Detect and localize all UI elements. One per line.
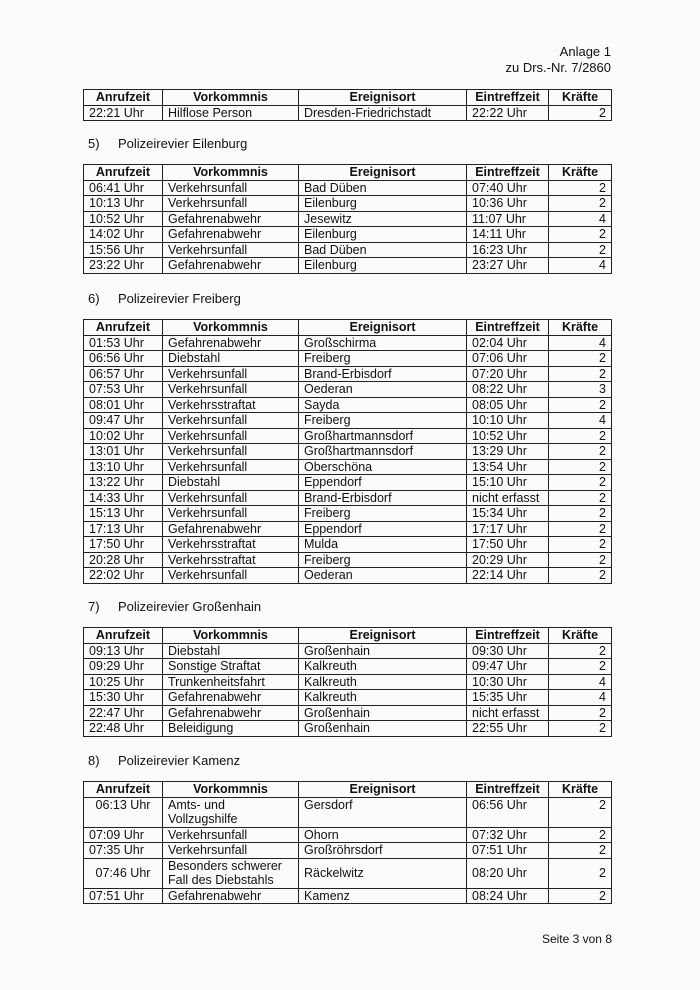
units-cell: 2	[549, 180, 612, 196]
column-header: Anrufzeit	[84, 628, 163, 644]
arrival-time-cell: 08:22 Uhr	[467, 382, 549, 398]
column-header: Eintreffzeit	[467, 320, 549, 336]
incident-table	[83, 89, 612, 121]
annex-label: Anlage 1	[559, 44, 611, 59]
incident-type-cell: Gefahrenabwehr	[163, 705, 299, 721]
arrival-time-cell: nicht erfasst	[467, 705, 549, 721]
document-header	[506, 44, 612, 76]
table-row	[84, 506, 612, 522]
call-time-cell: 10:52 Uhr	[84, 211, 163, 227]
arrival-time-cell: 13:29 Uhr	[467, 444, 549, 460]
location-cell: Eppendorf	[299, 475, 467, 491]
arrival-time-cell: 23:27 Uhr	[467, 258, 549, 274]
section-title: Polizeirevier Großenhain	[118, 599, 262, 614]
call-time-cell: 14:33 Uhr	[84, 490, 163, 506]
location-cell: Großhartmannsdorf	[299, 444, 467, 460]
units-cell: 2	[549, 705, 612, 721]
units-cell: 2	[549, 444, 612, 460]
arrival-time-cell: 13:54 Uhr	[467, 459, 549, 475]
units-cell: 3	[549, 382, 612, 398]
incident-type-cell: Verkehrsunfall	[163, 242, 299, 258]
location-cell: Freiberg	[299, 552, 467, 568]
call-time-cell: 10:02 Uhr	[84, 428, 163, 444]
section-heading	[88, 291, 241, 306]
units-cell: 2	[549, 227, 612, 243]
incident-type-cell: Verkehrsunfall	[163, 827, 299, 843]
table-row	[84, 797, 612, 827]
incident-table	[83, 781, 612, 904]
call-time-cell: 08:01 Uhr	[84, 397, 163, 413]
incident-type-cell: Verkehrsunfall	[163, 843, 299, 859]
call-time-cell: 15:30 Uhr	[84, 690, 163, 706]
units-cell: 2	[549, 659, 612, 675]
incident-type-cell: Gefahrenabwehr	[163, 521, 299, 537]
column-header: Vorkommnis	[163, 628, 299, 644]
units-cell: 2	[549, 797, 612, 827]
column-header: Anrufzeit	[84, 90, 163, 106]
section-title: Polizeirevier Freiberg	[118, 291, 241, 306]
incident-type-cell: Gefahrenabwehr	[163, 335, 299, 351]
arrival-time-cell: 14:11 Uhr	[467, 227, 549, 243]
location-cell: Bad Düben	[299, 180, 467, 196]
table-row	[84, 366, 612, 382]
table-header-row	[84, 90, 612, 106]
table-row	[84, 227, 612, 243]
section-number: 8)	[88, 753, 100, 768]
location-cell: Großenhain	[299, 721, 467, 737]
location-cell: Dresden-Friedrichstadt	[299, 105, 467, 121]
location-cell: Oberschöna	[299, 459, 467, 475]
location-cell: Brand-Erbisdorf	[299, 490, 467, 506]
units-cell: 4	[549, 413, 612, 429]
call-time-cell: 06:57 Uhr	[84, 366, 163, 382]
column-header: Kräfte	[549, 90, 612, 106]
call-time-cell: 13:10 Uhr	[84, 459, 163, 475]
location-cell: Eilenburg	[299, 196, 467, 212]
table-row	[84, 690, 612, 706]
column-header: Kräfte	[549, 165, 612, 181]
incident-table	[83, 627, 612, 737]
incident-type-cell: Beleidigung	[163, 721, 299, 737]
column-header: Anrufzeit	[84, 782, 163, 798]
table-row	[84, 351, 612, 367]
column-header: Ereignisort	[299, 628, 467, 644]
call-time-cell: 22:47 Uhr	[84, 705, 163, 721]
column-header: Eintreffzeit	[467, 628, 549, 644]
call-time-cell: 17:50 Uhr	[84, 537, 163, 553]
section-number: 5)	[88, 136, 100, 151]
section-heading	[88, 753, 240, 768]
location-cell: Oederan	[299, 382, 467, 398]
location-cell: Bad Düben	[299, 242, 467, 258]
arrival-time-cell: 09:47 Uhr	[467, 659, 549, 675]
arrival-time-cell: 07:40 Uhr	[467, 180, 549, 196]
call-time-cell: 06:13 Uhr	[84, 797, 163, 827]
call-time-cell: 06:56 Uhr	[84, 351, 163, 367]
location-cell: Großröhrsdorf	[299, 843, 467, 859]
incident-type-cell: Verkehrsunfall	[163, 568, 299, 584]
incident-type-cell: Gefahrenabwehr	[163, 227, 299, 243]
arrival-time-cell: nicht erfasst	[467, 490, 549, 506]
table-row	[84, 674, 612, 690]
page-number: Seite 3 von 8	[541, 932, 612, 946]
column-header: Eintreffzeit	[467, 90, 549, 106]
units-cell: 2	[549, 105, 612, 121]
arrival-time-cell: 10:10 Uhr	[467, 413, 549, 429]
arrival-time-cell: 15:10 Uhr	[467, 475, 549, 491]
units-cell: 2	[549, 242, 612, 258]
call-time-cell: 06:41 Uhr	[84, 180, 163, 196]
arrival-time-cell: 22:14 Uhr	[467, 568, 549, 584]
units-cell: 4	[549, 674, 612, 690]
location-cell: Eilenburg	[299, 258, 467, 274]
units-cell: 2	[549, 397, 612, 413]
section-number: 7)	[88, 599, 100, 614]
arrival-time-cell: 11:07 Uhr	[467, 211, 549, 227]
incident-type-cell: Besonders schwerer Fall des Diebstahls	[163, 858, 299, 888]
units-cell: 2	[549, 643, 612, 659]
arrival-time-cell: 15:34 Uhr	[467, 506, 549, 522]
call-time-cell: 10:13 Uhr	[84, 196, 163, 212]
call-time-cell: 22:48 Uhr	[84, 721, 163, 737]
table-row	[84, 705, 612, 721]
incident-type-cell: Sonstige Straftat	[163, 659, 299, 675]
table-row	[84, 397, 612, 413]
location-cell: Großenhain	[299, 705, 467, 721]
incident-type-cell: Gefahrenabwehr	[163, 258, 299, 274]
document-reference: zu Drs.-Nr. 7/2860	[505, 60, 611, 75]
column-header: Ereignisort	[299, 320, 467, 336]
units-cell: 4	[549, 690, 612, 706]
units-cell: 2	[549, 351, 612, 367]
call-time-cell: 15:13 Uhr	[84, 506, 163, 522]
column-header: Vorkommnis	[163, 165, 299, 181]
column-header: Vorkommnis	[163, 90, 299, 106]
call-time-cell: 09:29 Uhr	[84, 659, 163, 675]
arrival-time-cell: 02:04 Uhr	[467, 335, 549, 351]
table-header-row	[84, 628, 612, 644]
table-row	[84, 827, 612, 843]
incident-type-cell: Diebstahl	[163, 643, 299, 659]
arrival-time-cell: 10:36 Uhr	[467, 196, 549, 212]
units-cell: 2	[549, 537, 612, 553]
incident-type-cell: Trunkenheitsfahrt	[163, 674, 299, 690]
units-cell: 2	[549, 521, 612, 537]
call-time-cell: 07:46 Uhr	[84, 858, 163, 888]
call-time-cell: 01:53 Uhr	[84, 335, 163, 351]
location-cell: Großschirma	[299, 335, 467, 351]
arrival-time-cell: 08:24 Uhr	[467, 888, 549, 904]
incident-type-cell: Gefahrenabwehr	[163, 211, 299, 227]
column-header: Vorkommnis	[163, 320, 299, 336]
incident-type-cell: Diebstahl	[163, 351, 299, 367]
units-cell: 2	[549, 475, 612, 491]
incident-type-cell: Verkehrsstraftat	[163, 552, 299, 568]
incident-type-cell: Verkehrsunfall	[163, 506, 299, 522]
table-row	[84, 521, 612, 537]
arrival-time-cell: 17:50 Uhr	[467, 537, 549, 553]
table-row	[84, 413, 612, 429]
arrival-time-cell: 16:23 Uhr	[467, 242, 549, 258]
arrival-time-cell: 22:55 Uhr	[467, 721, 549, 737]
location-cell: Gersdorf	[299, 797, 467, 827]
incident-type-cell: Verkehrsunfall	[163, 444, 299, 460]
table-row	[84, 568, 612, 584]
table-row	[84, 258, 612, 274]
location-cell: Kamenz	[299, 888, 467, 904]
table-row	[84, 659, 612, 675]
units-cell: 2	[549, 721, 612, 737]
table-header-row	[84, 782, 612, 798]
arrival-time-cell: 07:06 Uhr	[467, 351, 549, 367]
incident-type-cell: Verkehrsunfall	[163, 196, 299, 212]
table-row	[84, 475, 612, 491]
column-header: Eintreffzeit	[467, 165, 549, 181]
location-cell: Kalkreuth	[299, 674, 467, 690]
arrival-time-cell: 08:05 Uhr	[467, 397, 549, 413]
incident-type-cell: Hilflose Person	[163, 105, 299, 121]
arrival-time-cell: 10:30 Uhr	[467, 674, 549, 690]
arrival-time-cell: 22:22 Uhr	[467, 105, 549, 121]
column-header: Kräfte	[549, 320, 612, 336]
incident-type-cell: Verkehrsunfall	[163, 382, 299, 398]
call-time-cell: 13:01 Uhr	[84, 444, 163, 460]
call-time-cell: 13:22 Uhr	[84, 475, 163, 491]
table-row	[84, 858, 612, 888]
column-header: Ereignisort	[299, 165, 467, 181]
units-cell: 2	[549, 490, 612, 506]
incident-type-cell: Verkehrsunfall	[163, 366, 299, 382]
units-cell: 2	[549, 858, 612, 888]
arrival-time-cell: 07:20 Uhr	[467, 366, 549, 382]
table-row	[84, 459, 612, 475]
units-cell: 4	[549, 258, 612, 274]
location-cell: Freiberg	[299, 413, 467, 429]
incident-type-cell: Verkehrsunfall	[163, 413, 299, 429]
table-row	[84, 721, 612, 737]
units-cell: 2	[549, 888, 612, 904]
location-cell: Eppendorf	[299, 521, 467, 537]
location-cell: Jesewitz	[299, 211, 467, 227]
incident-type-cell: Verkehrsunfall	[163, 428, 299, 444]
location-cell: Freiberg	[299, 351, 467, 367]
units-cell: 2	[549, 428, 612, 444]
call-time-cell: 07:09 Uhr	[84, 827, 163, 843]
incident-type-cell: Gefahrenabwehr	[163, 888, 299, 904]
units-cell: 2	[549, 568, 612, 584]
arrival-time-cell: 06:56 Uhr	[467, 797, 549, 827]
incident-table	[83, 164, 612, 274]
table-row	[84, 105, 612, 121]
incident-type-cell: Amts- und Vollzugshilfe	[163, 797, 299, 827]
table-row	[84, 843, 612, 859]
units-cell: 4	[549, 335, 612, 351]
section-number: 6)	[88, 291, 100, 306]
column-header: Vorkommnis	[163, 782, 299, 798]
location-cell: Sayda	[299, 397, 467, 413]
table-row	[84, 242, 612, 258]
units-cell: 2	[549, 196, 612, 212]
incident-type-cell: Verkehrsunfall	[163, 459, 299, 475]
units-cell: 2	[549, 843, 612, 859]
location-cell: Mulda	[299, 537, 467, 553]
column-header: Kräfte	[549, 782, 612, 798]
location-cell: Freiberg	[299, 506, 467, 522]
location-cell: Ohorn	[299, 827, 467, 843]
location-cell: Räckelwitz	[299, 858, 467, 888]
column-header: Anrufzeit	[84, 165, 163, 181]
call-time-cell: 10:25 Uhr	[84, 674, 163, 690]
location-cell: Brand-Erbisdorf	[299, 366, 467, 382]
arrival-time-cell: 20:29 Uhr	[467, 552, 549, 568]
table-row	[84, 888, 612, 904]
column-header: Anrufzeit	[84, 320, 163, 336]
arrival-time-cell: 07:51 Uhr	[467, 843, 549, 859]
arrival-time-cell: 07:32 Uhr	[467, 827, 549, 843]
table-row	[84, 444, 612, 460]
location-cell: Kalkreuth	[299, 690, 467, 706]
column-header: Ereignisort	[299, 782, 467, 798]
call-time-cell: 07:51 Uhr	[84, 888, 163, 904]
location-cell: Eilenburg	[299, 227, 467, 243]
column-header: Kräfte	[549, 628, 612, 644]
arrival-time-cell: 09:30 Uhr	[467, 643, 549, 659]
arrival-time-cell: 10:52 Uhr	[467, 428, 549, 444]
incident-type-cell: Verkehrsstraftat	[163, 397, 299, 413]
table-header-row	[84, 320, 612, 336]
call-time-cell: 07:35 Uhr	[84, 843, 163, 859]
call-time-cell: 07:53 Uhr	[84, 382, 163, 398]
call-time-cell: 23:22 Uhr	[84, 258, 163, 274]
table-header-row	[84, 165, 612, 181]
incident-type-cell: Verkehrsstraftat	[163, 537, 299, 553]
units-cell: 2	[549, 506, 612, 522]
location-cell: Oederan	[299, 568, 467, 584]
incident-type-cell: Verkehrsunfall	[163, 180, 299, 196]
table-row	[84, 382, 612, 398]
incident-table	[83, 319, 612, 584]
table-row	[84, 196, 612, 212]
units-cell: 2	[549, 366, 612, 382]
units-cell: 2	[549, 552, 612, 568]
units-cell: 2	[549, 459, 612, 475]
call-time-cell: 09:47 Uhr	[84, 413, 163, 429]
incident-type-cell: Verkehrsunfall	[163, 490, 299, 506]
arrival-time-cell: 08:20 Uhr	[467, 858, 549, 888]
location-cell: Großenhain	[299, 643, 467, 659]
table-row	[84, 428, 612, 444]
units-cell: 4	[549, 211, 612, 227]
location-cell: Kalkreuth	[299, 659, 467, 675]
section-title: Polizeirevier Eilenburg	[118, 136, 248, 151]
table-row	[84, 643, 612, 659]
table-row	[84, 180, 612, 196]
call-time-cell: 15:56 Uhr	[84, 242, 163, 258]
table-row	[84, 490, 612, 506]
incident-type-cell: Gefahrenabwehr	[163, 690, 299, 706]
call-time-cell: 20:28 Uhr	[84, 552, 163, 568]
location-cell: Großhartmannsdorf	[299, 428, 467, 444]
table-row	[84, 335, 612, 351]
incident-type-cell: Diebstahl	[163, 475, 299, 491]
arrival-time-cell: 17:17 Uhr	[467, 521, 549, 537]
table-row	[84, 552, 612, 568]
column-header: Eintreffzeit	[467, 782, 549, 798]
call-time-cell: 14:02 Uhr	[84, 227, 163, 243]
section-title: Polizeirevier Kamenz	[118, 753, 241, 768]
call-time-cell: 09:13 Uhr	[84, 643, 163, 659]
section-heading	[88, 599, 261, 614]
call-time-cell: 22:02 Uhr	[84, 568, 163, 584]
section-heading	[88, 136, 247, 151]
arrival-time-cell: 15:35 Uhr	[467, 690, 549, 706]
table-row	[84, 211, 612, 227]
table-row	[84, 537, 612, 553]
call-time-cell: 22:21 Uhr	[84, 105, 163, 121]
units-cell: 2	[549, 827, 612, 843]
call-time-cell: 17:13 Uhr	[84, 521, 163, 537]
column-header: Ereignisort	[299, 90, 467, 106]
